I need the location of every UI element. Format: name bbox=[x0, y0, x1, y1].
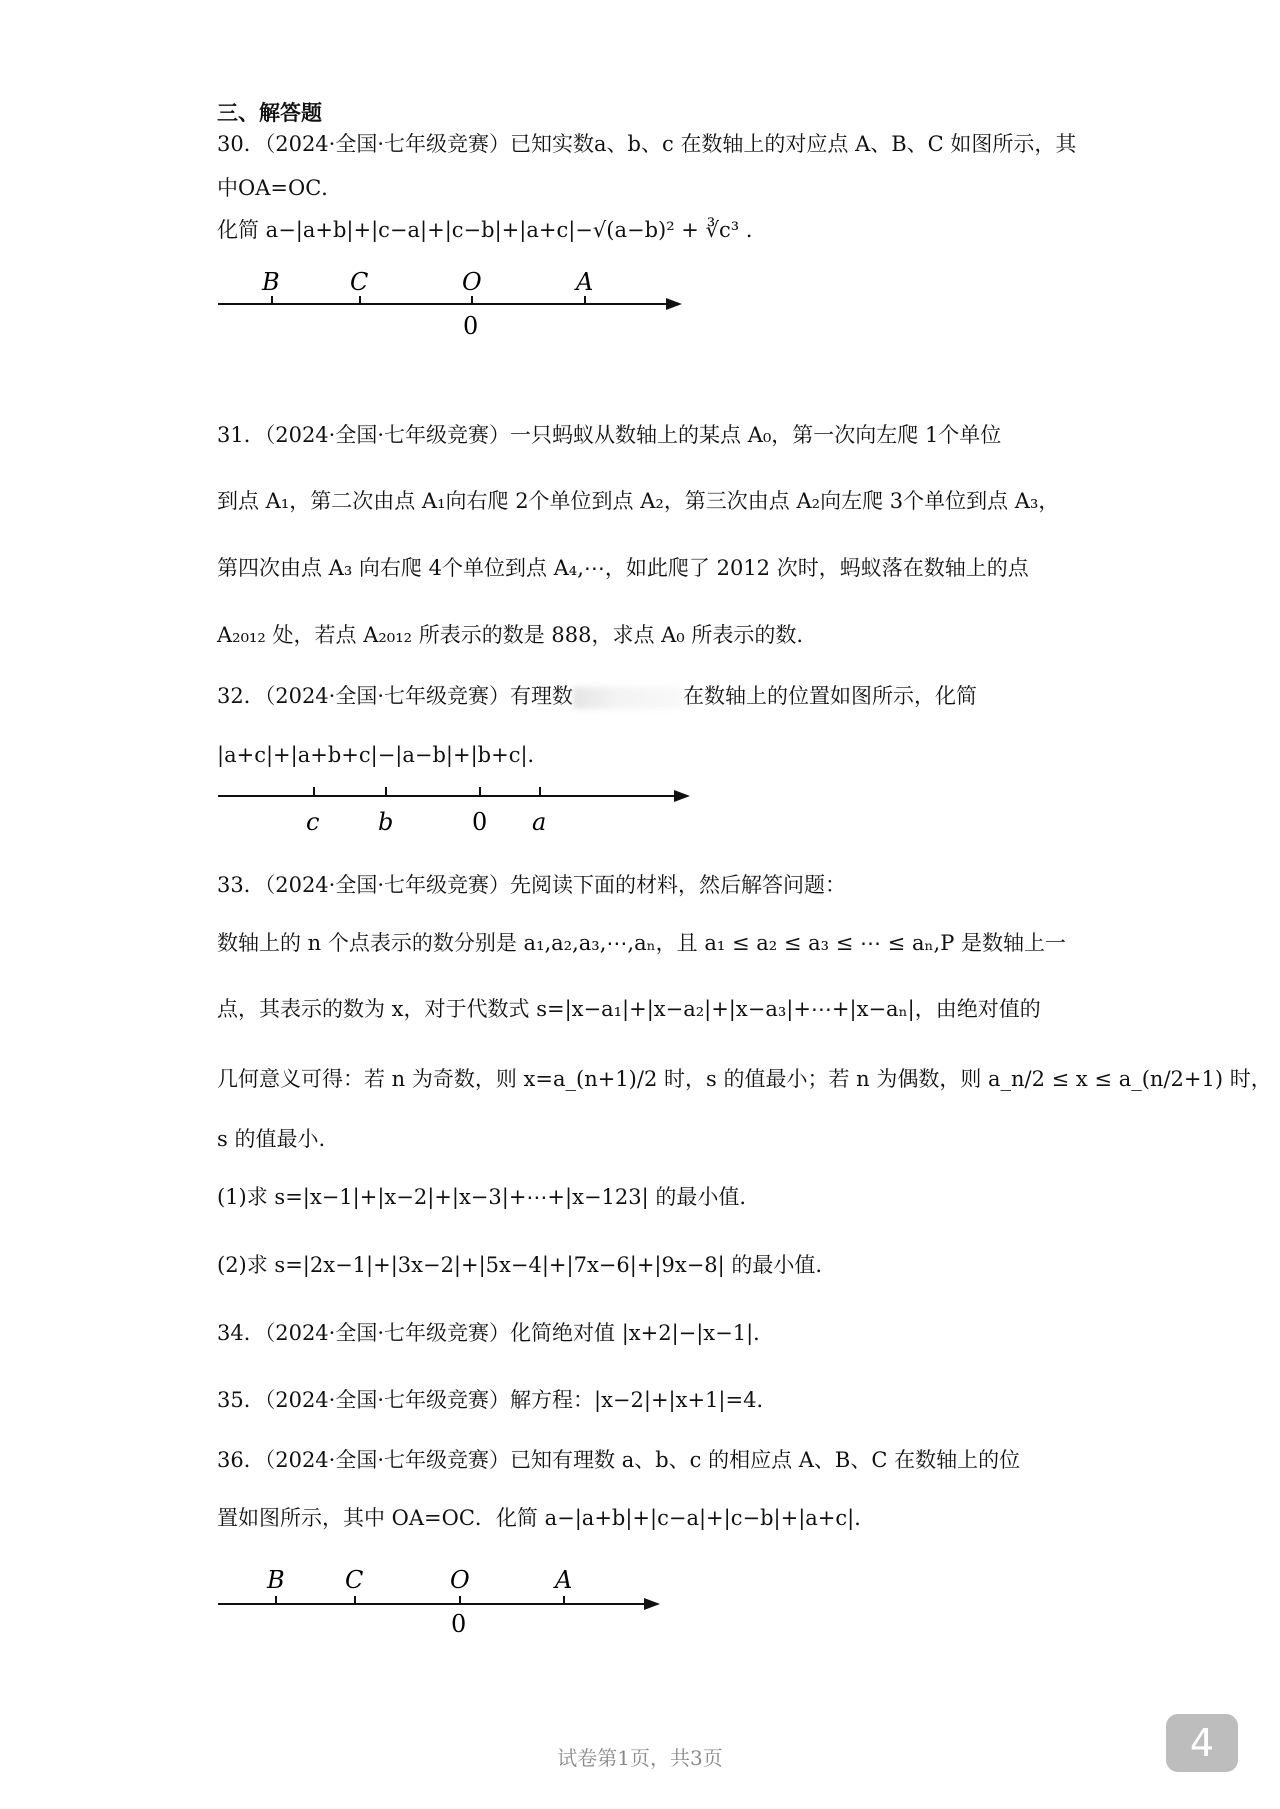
q33-line2: 数轴上的 n 个点表示的数分别是 a₁,a₂,a₃,⋯,aₙ，且 a₁ ≤ a₂ ≤ a₃ ≤ ⋯ ≤ aₙ,P 是数轴上一 bbox=[217, 931, 1067, 955]
q33-line5: s 的值最小. bbox=[217, 1127, 326, 1151]
q33-line1: 33．（2024·全国·七年级竞赛）先阅读下面的材料，然后解答问题： bbox=[217, 873, 847, 897]
q30-axis-label-o: O bbox=[462, 268, 482, 296]
q30-number-line bbox=[210, 262, 690, 346]
q35-line1: 35．（2024·全国·七年级竞赛）解方程：|x−2|+|x+1|=4． bbox=[217, 1388, 778, 1412]
q33-line3: 点，其表示的数为 x，对于代数式 s=|x−a₁|+|x−a₂|+|x−a₃|+⋯+|x−aₙ|，由绝对值的 bbox=[217, 997, 1041, 1021]
q30-line2: 化简 a−|a+b|+|c−a|+|c−b|+|a+c|−√(a−b)² + ∛c³ ． bbox=[217, 218, 767, 242]
q36-line2: 置如图所示，其中 OA=OC．化简 a−|a+b|+|c−a|+|c−b|+|a+c|． bbox=[217, 1506, 876, 1530]
redacted-blur bbox=[573, 687, 683, 709]
q31-line1: 31．（2024·全国·七年级竞赛）一只蚂蚁从数轴上的某点 A₀，第一次向左爬 1个单位 bbox=[217, 423, 1002, 447]
q31-line3: 第四次由点 A₃ 向右爬 4个单位到点 A₄,⋯，如此爬了 2012 次时，蚂蚁落在数轴上的点 bbox=[217, 556, 1029, 580]
q30-axis-label-b: B bbox=[262, 268, 280, 296]
q36-axis-label-b: B bbox=[267, 1566, 285, 1594]
q36-axis-label-c: C bbox=[345, 1566, 364, 1594]
q30-axis-label-a: A bbox=[576, 268, 594, 296]
q32-axis-label-zero: 0 bbox=[472, 808, 488, 836]
section-title: 三、解答题 bbox=[217, 100, 322, 125]
q34-line1: 34．（2024·全国·七年级竞赛）化简绝对值 |x+2|−|x−1|． bbox=[217, 1321, 775, 1345]
q36-axis-label-a: A bbox=[555, 1566, 573, 1594]
q32-axis-label-c: c bbox=[306, 808, 320, 836]
q32-axis-label-b: b bbox=[378, 808, 394, 836]
q31-line4: A₂₀₁₂ 处，若点 A₂₀₁₂ 所表示的数是 888，求点 A₀ 所表示的数. bbox=[217, 623, 804, 647]
q32-number-line bbox=[210, 780, 700, 844]
q32-line1 bbox=[217, 681, 1097, 711]
q36-number-line bbox=[210, 1558, 670, 1642]
page-footer: 试卷第1页，共3页 bbox=[557, 1746, 723, 1770]
q31-line2: 到点 A₁，第二次由点 A₁向右爬 2个单位到点 A₂，第三次由点 A₂向左爬 3个单位到点 A₃， bbox=[217, 489, 1060, 513]
q33-line4: 几何意义可得：若 n 为奇数，则 x=a_(n+1)/2 时，s 的值最小；若 n 为偶数，则 a_n/2 ≤ x ≤ a_(n/2+1) 时， bbox=[217, 1067, 1272, 1091]
q30-line1: 30．（2024·全国·七年级竞赛）已知实数a、b、c 在数轴上的对应点 A、B、C 如图所示，其中OA=OC． bbox=[217, 132, 1077, 200]
q30-axis-zero: 0 bbox=[463, 312, 479, 340]
q36-axis-label-o: O bbox=[450, 1566, 470, 1594]
q36-axis-zero: 0 bbox=[451, 1610, 467, 1638]
page-number-badge[interactable]: 4 bbox=[1166, 1714, 1238, 1772]
q32-line2: |a+c|+|a+b+c|−|a−b|+|b+c|． bbox=[217, 743, 549, 767]
q32-line1-start: 32．（2024·全国·七年级竞赛）有理数 bbox=[217, 684, 574, 708]
q32-axis-label-a: a bbox=[532, 808, 547, 836]
q30-axis-label-c: C bbox=[350, 268, 369, 296]
q33-part2: (2)求 s=|2x−1|+|3x−2|+|5x−4|+|7x−6|+|9x−8| 的最小值. bbox=[217, 1253, 823, 1277]
q32-line1-end: 在数轴上的位置如图所示，化简 bbox=[683, 684, 978, 708]
q33-part1: (1)求 s=|x−1|+|x−2|+|x−3|+⋯+|x−123| 的最小值. bbox=[217, 1185, 747, 1209]
q36-line1: 36．（2024·全国·七年级竞赛）已知有理数 a、b、c 的相应点 A、B、C 在数轴上的位 bbox=[217, 1448, 1021, 1472]
